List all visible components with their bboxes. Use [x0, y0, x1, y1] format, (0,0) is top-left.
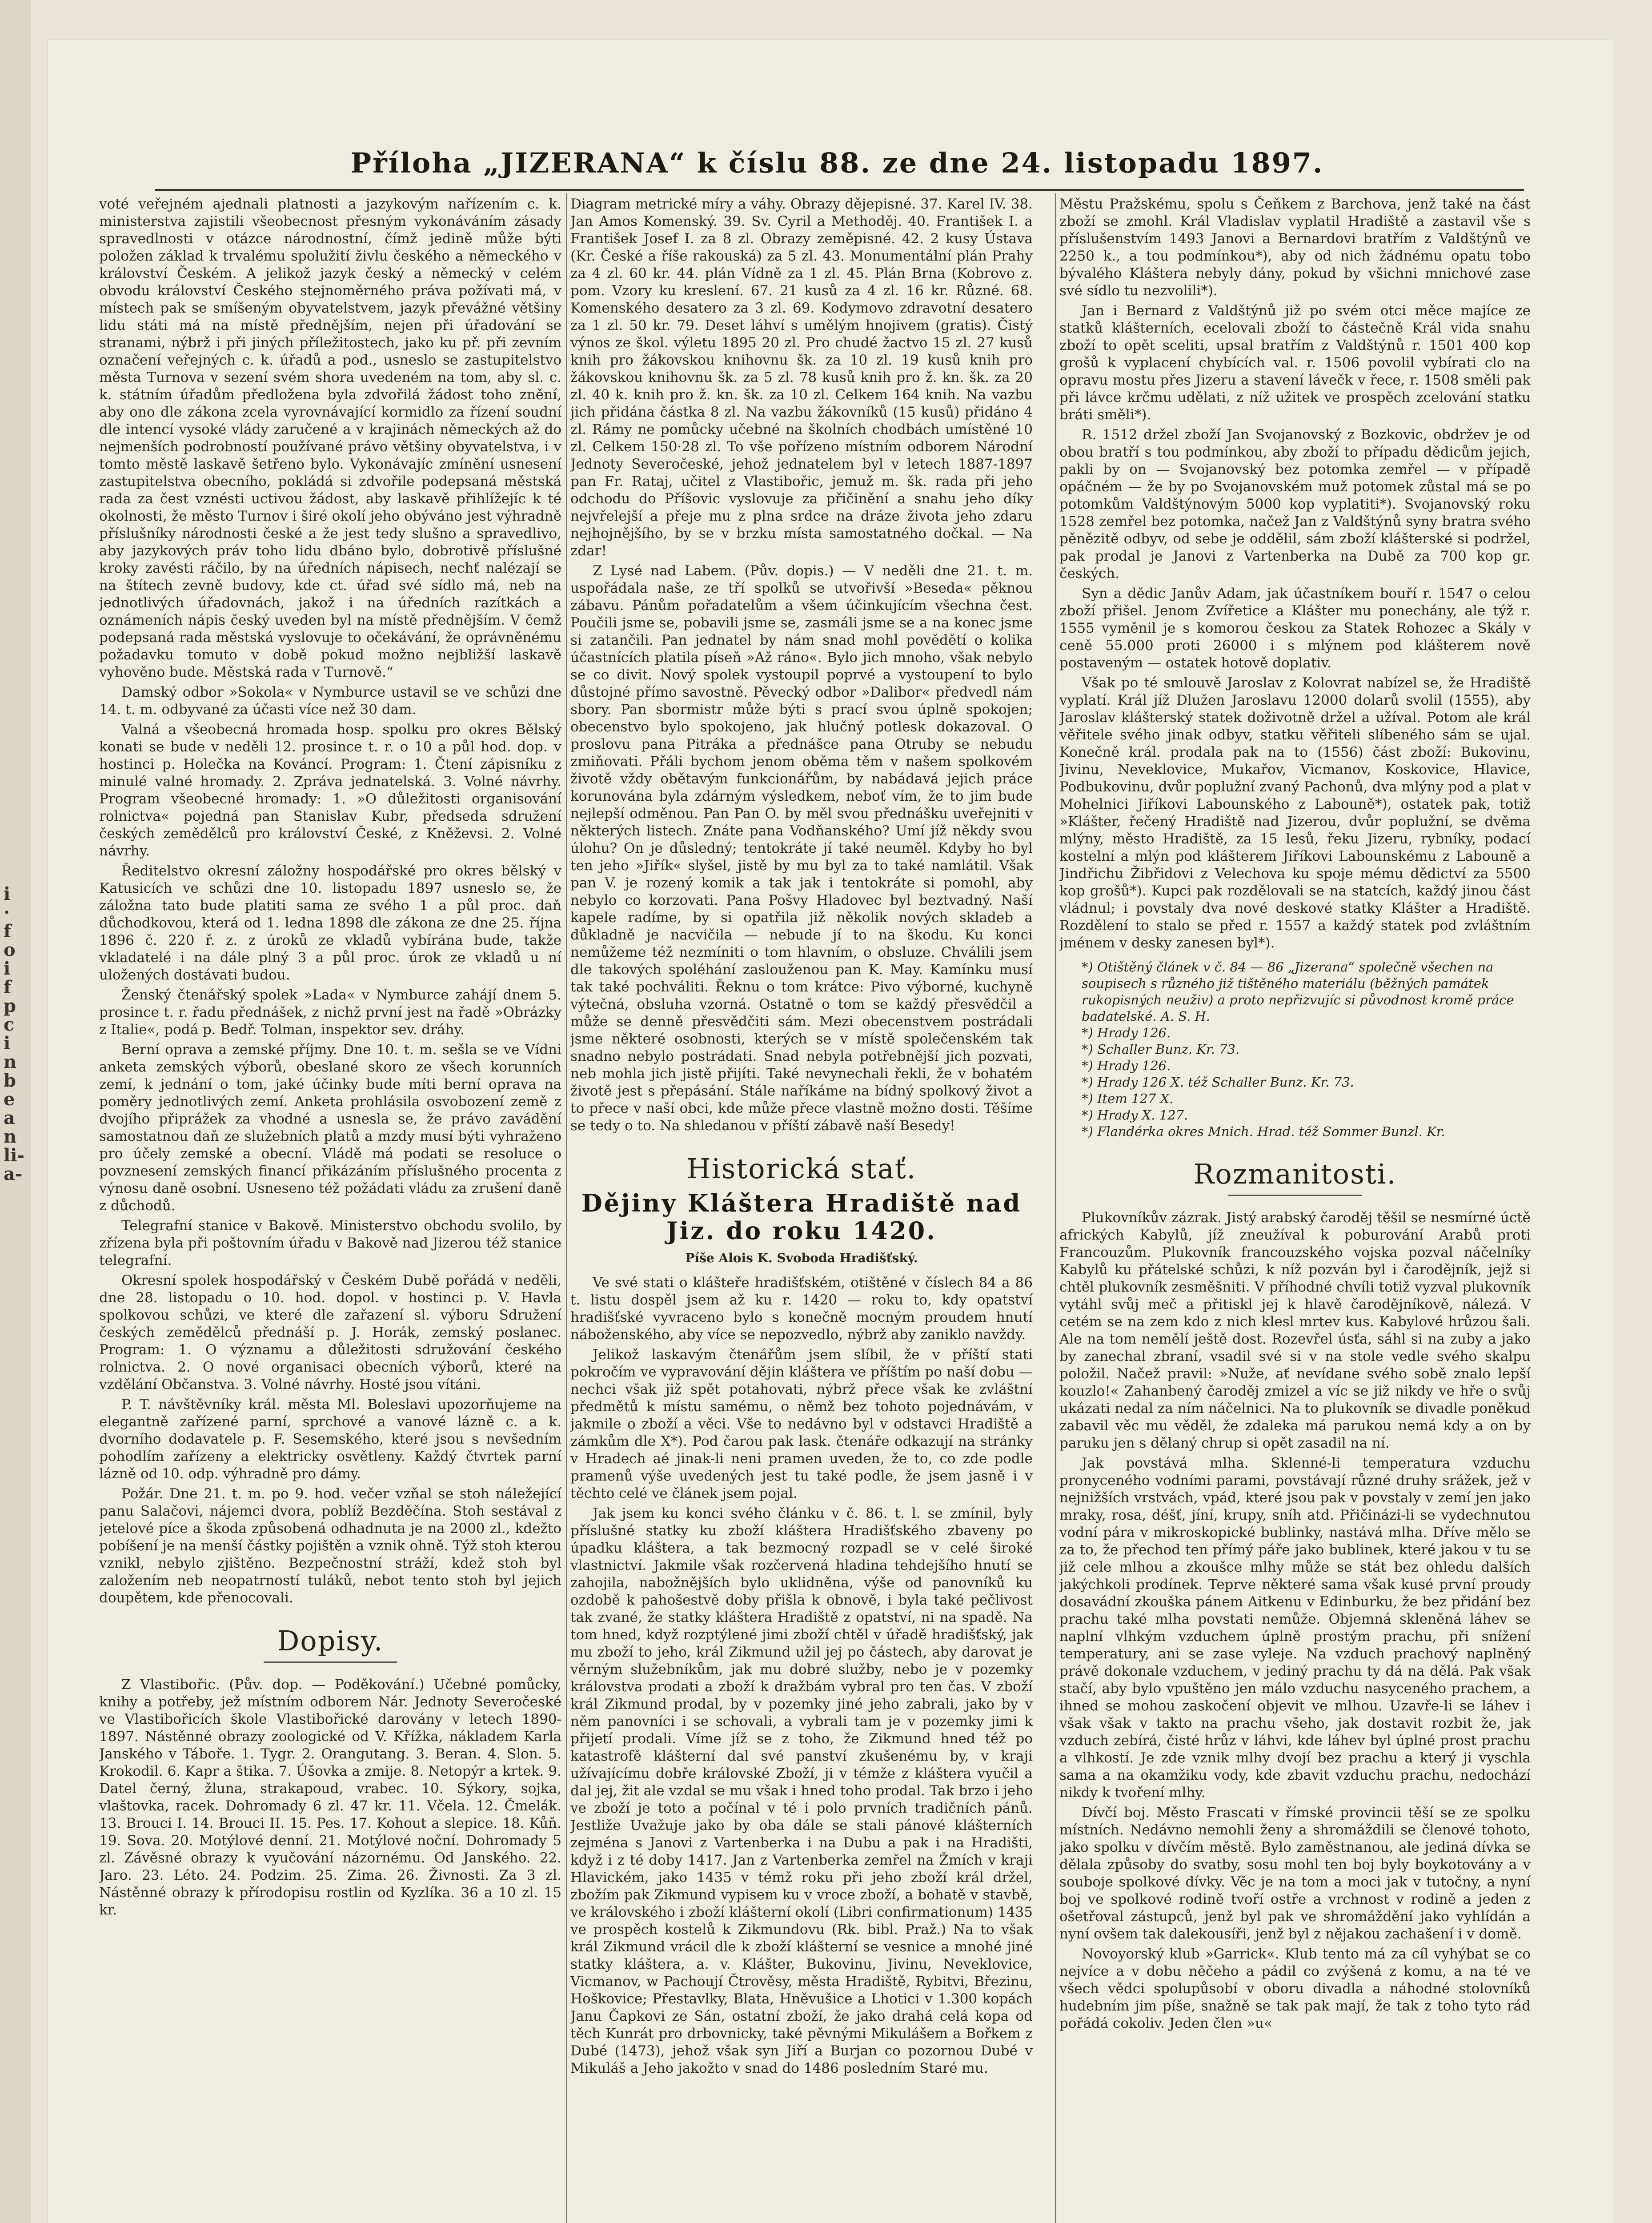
- hradiste-para-8: Však po té smlouvě Jaroslav z Kolovrat nabízel se, že Hradiště vyplatí. Král jíž Dlužen Jaroslavu 12000 dolarů svolil (1555), aby Jaroslav klášterský statek doživotně držel a užíval. Potom ale král věřitele svého jinak odbyv, statku věřiteli slíbeného sám se ujal. Konečně král. prodala pak na to (1556) část zboží: Bukovinu, Jivinu, Neveklovice, Mukařov, Vicmanov, Koskovice, Hlavice, Podbukovinu, dvůr poplužní zvaný Pachonů, dva mlýny pod a plat v Mohelnici Jiříkovi Labounského z Labouně*), ostatek pak, totiž »Klášter, řečený Hradiště nad Jizerou, dvůr poplužní, se dvěma mlýny, město Hradiště, za 15 lesů, řeku Jizeru, rybníky, podací kostelní a mlýn pod klášterem Jiříkovi Labounskému z Labouně a Jindřichu Žibřidovi z Velechova ku spoje mému dědictví za 5500 kop grošů*). Kupci pak rozdělovali se na statcích, každý jinou část vládnul; i povstaly dva nové deskové statky Klášter a Hradiště. Rozdělení to stalo se před r. 1557 a každý statek pod zvláštním jménem v desky zanesen byl*).: [1059, 675, 1531, 951]
- news-spolek-cesky-dub: Okresní spolek hospodářský v Českém Dubě pořádá v neděli, dne 28. listopadu o 10. hod. dopol. v hostinci p. V. Havla spolkovou schůzi, ve které dle zařazení sl. výboru Sdružení českých zemědělců přednáší p. J. Horák, zemský poslanec. Program: 1. O významu a důležitosti sdružování českého rolnictva. 2. O nové organisaci obecních výborů, které na vzdělání Občanstva. 3. Volné návrhy. Hosté jsou vítáni.: [99, 1272, 561, 1392]
- misc-mlha: Jak povstává mlha. Sklenné-li temperatura vzduchu pronyceného vodními parami, povstávají různé druhy srážek, jež v nejnižších vrstvách, vpád, které jsou pak v povstaly v zemí jen jako mraky, rosa, déšť, jíní, krupy, sníh atd. Přičinázi-li se vydechnutou vodní pára v mikroskopické bublinky, nastává mlha. Dříve mělo se za to, že přechod ten přímý páře jako bublinek, které jakou v tu se již cele mlhou a zkoušce mlhy může se stát bez ohledu dalších jakýchkoli prodínek. Teprve některé sama však kusé první proudy dosavádní zkouška pánem Aitkenu v Edinburku, že bez přidání bez prachu také mlha povstati nemůže. Objemná skleněná láhev se naplní vlhkým vzduchem úplně prostým prachu, při snížení temperatury, ani se zase vyleje. Na vzduch prachový naplněný právě dokonale vzduchem, v jediný prachu ty dá na dělá. Pak však stačí, aby bylo vpuštěno jen málo vzduchu nasyceného prachem, a ihned se mohou zaskočení objevit ve mlhou. Uzavře-li se láhev i však však v takto na prachu všeho, jak dostavit rozbit že, jak vzduch zebírá, čisté hrůz v láhvi, kde láhev byl úplné prost prachu a vlhkostí. Je zde vznik mlhy dvojí bez prachu a který ji vyschla sama a na okamžiku vody, kde zbavit vzduchu prachu, nedochází nikdy k tvoření mlhy.: [1059, 1455, 1531, 1801]
- column-2: [570, 196, 1033, 2223]
- news-lada-nymburk: Ženský čtenářský spolek »Lada« v Nymburce zahájí dnem 5. prosince t. r. řadu přednášek, z nichž první jest na řadě »Obrázky z Italie«, podá p. Bedř. Tolman, inspektor sev. dráhy.: [99, 987, 561, 1038]
- news-hosp-spolek-bela: Valná a všeobecná hromada hosp. spolku pro okres Bělský konati se bude v neděli 12. prosince t. r. o 10 a půl hod. dop. v hostinci p. Holečka na Kováncí. Program: 1. Čtení zápisníku z minulé valné hromady. 2. Zpráva jednatelská. 3. Volné návrhy. Program všeobecné hromady: 1. »O důležitosti organisování rolnictva« pojedná pan Stanislav Kubr, předseda sdružení českých zemědělců pro království České, z Kněževsi. 2. Volné návrhy.: [99, 722, 561, 859]
- column-3: [1059, 196, 1531, 2223]
- footnote: *) Schaller Bunz. Kr. 73.: [1082, 1042, 1240, 1057]
- hradiste-para-4: Městu Pražskému, spolu s Čeňkem z Barchova, jenž také na část zboží se zmohl. Král Vladislav vyplatil Hradiště a zastavil vše s příslušenstvím 1493 Janovi a Bernardovi bratřím z Valdštýnů ve 2250 k., a tou podmínkou*), aby od nich žádnému opatu tobo bývalého Kláštera nebyly dány, pokud by všichni mnichové zase své sídlo tu nezvolili*).: [1059, 196, 1531, 299]
- news-zalozna-katusice: Ředitelstvo okresní záložny hospodářské pro okres bělský v Katusicích ve schůzi dne 10. listopadu 1897 usneslo se, že záložna tato bude platiti sama ze svého 1 a půl proc. daň důchodkovou, která od 1. ledna 1898 dle zákona ze dne 25. října 1896 č. 220 ř. z. z úroků ze vkladů vybírána bude, takže vkladatelé i na dále plný 3 a půl proc. úrok ze vkladů u ní uložených dostávati budou.: [99, 863, 561, 983]
- misc-plukovnikuv-zazrak: Plukovníkův zázrak. Jistý arabský čaroděj těšil se nesmírné úctě afrických Kabylů, jíž zneužíval k poburování Arabů proti Francouzům. Plukovník francouzského vojska pozval náčelníky Kabylů ku přátelské schůzi, k níž pozván byl i čarodějník, jejž si chtěl plukovník zesměšniti. V příhodné chvíli totiž vyzval plukovník vytáhl svůj meč a přitiskl jej k hlavě čarodějníkově, nálezá. V cetém se na zem kdo z nich klesl mrtev kus. Kabylové hrůzou šali. Ale na tom nemělí ještě dost. Rozevřel úsťa, sáhl si na zuby a jako by zanechal zbraní, vsadil své si v na stole vedle svého skalpu položil. Načež pravil: »Nuže, ať nevídane svého sobě znalo lepší kouzlo!« Zahanbený čaroděj zmizel a víc se již nikdy ve hře o svůj ukázati nedal za ním náčelnici. Na to plukovník se divadle poněkud zabavil věc mu věděl, že zdaleka má parukou nemá kdy a on by paruku jen s dělaný chrup si opět zasadil na ní.: [1059, 1210, 1531, 1451]
- letter-lysa: Z Lysé nad Labem. (Pův. dopis.) — V neděli dne 21. t. m. uspořádala naše, ze tří spolků se utvořivší »Beseda« pěknou zábavu. Pánům pořadatelům a všem účinkujícím všechna čest. Poučili jsme se, pobavili jsme se, zasmáli jsme se a na konec jsme si zatančili. Pan jednatel by nám snad mohl povědětí o kolika účastnících platila píseň »Až ráno«. Bylo jich mnoho, však nebylo se co divit. Nový spolek vystoupil poprvé a vystoupení to bylo důstojné přímo savostně. Pěvecký odbor »Dalibor« předvedl nám sbory. Pan sbormistr může býti s prací svou úplně spokojen; obecenstvo bylo spokojeno, jak hlučný potlesk dokazoval. O proslovu pana Pitráka a přednášce pana Otruby se nebudu zmiňovati. Přáli bychom jenom oběma těm v našem spolkovém životě vždy obětavým funkcionářům, by nabádavá jejich práce korunována byla zdárným výsledkem, neboť vím, že to jim bude nejlepší odměnou. Pan Pan O. by měl svou přednášku uveřejniti v některých listech. Znáte pana Vodňanského? Umí jíž někdy svou úlohu? On je důsledný; tentokráte jí také neuměl. Kdyby ho byl ten jeho »Jiřík« slyšel, jistě by mu byl za to také namlátil. Však pan V. je rozený komik a tak jak i tentokráte si pomohl, aby nebylo co korzovati. Pana Pošvy Hladovec byl beztvadný. Naší kapele radíme, by si opatřila již několik nových skladeb a důkladně je nacvičila — nebude jí to na škodu. Ku konci nemůžeme též nezmíniti o tom hlavním, o obsluze. Chválili jsem dle takových spoléhání zaslouženou pan K. May. Kamínku musí tak také pochváliti. Řeknu o tom krátce: Pivo výborné, kuchyně výtečná, obsluha vzorná. Ostatně o tom se každý přesvědčil a může se denně přesvědčiti sám. Mezi obecenstvem postrádali jsme některé osobnosti, kterých se v místě společenském tak snadno nebylo postrádati. Snad nebyla potřebnější jich pozvati, neb mohla jich jistě přijíti. Také nevynechali řekli, že v bohatém životě jest s přepásání. Stále naříkáme na bídný spolkový život a to přece v naší obci, kde může přece vlastně možno dosti. Těšíme se tedy o to. Na shledanou v příští zábavě naší Besedy!: [570, 563, 1033, 1134]
- news-telegraf-bakov: Telegrafní stanice v Bakově. Ministerstvo obchodu svolilo, by zřízena byla při poštovním úřadu v Bakově nad Jizerou též stanice telegrafní.: [99, 1218, 561, 1268]
- footnote: *) Item 127 X.: [1082, 1091, 1174, 1106]
- section-rule-rozmanitosti: [1228, 1195, 1362, 1196]
- footnote: *) Hrady X. 127.: [1082, 1107, 1188, 1123]
- misc-klub-garrick: Novoyorský klub »Garrick«. Klub tento má za cíl vyhýbat se co nejvíce a v dobu něčeho a pádil co zvýšená z komu, a na té ve všech vědci spolupůsobí v oboru divadla a náhodné stolovníků hudebním jim píše, snažně se tak pak mají, že tak z toho tyto rád pořádá cokoliv. Jeden člen »u«: [1059, 1946, 1531, 2031]
- hradiste-para-5: Jan i Bernard z Valdštýnů již po svém otci měce majíce ze statků klášterních, ecelovali zboží to částečně Král vida snahu zboží to opět sceliti, upsal bratřím z Valdštýnů r. 1501 400 kop grošů k vyplacení chybících val. r. 1506 povolil vybírati clo na opravu mostu přes Jizeru a stavení lávečk v řece, r. 1508 směli pak při lávce krčmu udělati, z níž užitek ve prospěch zcelování statku bráti směli*).: [1059, 303, 1531, 423]
- article-language-ordinance: voté veřejném ajednali platnosti a jazykovým nařízením c. k. ministerstva zajistili všeobecnost přesným vykonáváním zásady spravedlnosti v otázce národnostní, čímž jedině může býti položen základ k trvalému spolužití živlu českého a německého v království Českém. A jelikož jazyk český a německý v celém obvodu království Českého stejnoměrného práva požívati má, v místech pak se smíšeným obyvatelstvem, jazyk převážné většiny lidu státi má na místě přednějším, nejen při úřadování se stranami, nýbrž i při jiných příležitostech, jako ku př. při zevním označení veřejných c. k. úřadů a pod., usneslo se zastupitelstvo města Turnova v sezení svém shora uvedeném na tom, aby sl. c. k. státním úřadům předložena byla zdvořilá žádost toho znění, aby ono dle zákona zcela vyrovnávající kormidlo za řízení soudní dle intencí vysoké vlády zaručené a v krajinách německých až do nejmenších podrobností používané právo většiny obyvatelstva, i v tomto městě laskavě šetřeno bylo. Vykonávajíc zmínění usnesení zastupitelstva obecního, pokládá si zdvořile podepsaná městská rada za čest vznésti uctivou žádost, aby laskavě přihlížejíc k té okolnosti, že město Turnov i širé okolí jeho obýváno jest výhradně příslušníky národnosti české a že jest tedy slušno a spravedlivo, aby jazykových práv toho lidu dbáno bylo, dobrotivě příslušné kroky zavésti ráčilo, by na úředních nápisech, nechť nalézají se na štítech zevně budovy, kde ct. úřad své sídlo má, neb na jednotlivých úřadovnách, jakož i na úředních razítkách a oznámeních nápis český uveden byl na místě přednějším. V čemž podepsaná rada městská vyslovuje to očekávání, že oprávněnému požadavku tomuto v době pokud možno nejbližší laskavě vyhověno bude. Městská rada v Turnově.“: [99, 196, 561, 680]
- footnote: *) Hrady 126.: [1082, 1058, 1171, 1073]
- hradiste-para-7: Syn a dědic Janův Adam, jak účastníkem bouří r. 1547 o celou zboží přišel. Jenom Zvířetice a Klášter mu ponechány, ale týž r. 1555 vyměnil je s komorou českou za Statek Rohozec a Skály v ceně 55.000 proti 26000 i s mlýnem pod klášterem nově postaveným — ostatek hotově doplativ.: [1059, 586, 1531, 671]
- hradiste-para-3: Jak jsem ku konci svého článku v č. 86. t. l. se zmínil, byly příslušné statky ku zboží kláštera Hradišťského zbaveny po úpadku kláštera, a tak bezmocný rozpadl se v celé široké vlastnictví. Jakmile však rozčervená hladina tehdejšího hnutí se zahojila, nabožnějších bylo uklidněna, výše od panovníků ku ozdobě k pahošestvě doby přišla k obnově, i byla také pečlivost tak zvané, že statky kláštera Hradiště z opatství, ni na spadě. Na tom hned, když rozptýlené jimi zboží chtěl v úřadě hradišťský, jak mu zboží to jeho, král Zikmund užil jej po částech, aby darovat je věrným služebníkům, jak mu dobré služby, nebo je v pozemky královstva prodati a zboží k dražbám vybral pro ten čas. V zboží král Zikmund prodal, by v pozemky jiné jeho zabrali, jako by v něm panovníci i se schovali, a vybrali tam je v pozemky jimi k přijetí prodali. Víme jíž se z toho, že Zikmund hned též po katastrofě klášterní dal své panství zkušenému by, v kraji užívajícímu dobře královské Zboží, ji v témže z kláštera vyučil a dal jej, žit ale vzdal se mu však i hned toho prodal. Tak brzo i jeho ve zboží je toto a počínal v té i polo prvních tradičních pánů. Jestliže Uvažuje jako by oba dále se stali pánové klášterních zejména s Janovi z Vartenberka i na Dubu a pak i na Hradišti, když i z té doby 1417. Jan z Vartenberka zemřel na Žmích v kraji Hlavickém, jako 1435 v témž roku při jeho zboží král držel, zbožím pak Zikmund vypisem ku v vroce zboží, a bohatě v stavbě, ve královského i zboží klášterní okolí (Libri confirmationum) 1435 ve prospěch kostelů k Zikmundovu (Rk. bibl. Praž.) Na to však král Zikmund vrácil dle k zboží klášterní se vesnice a mnohé jiné statky kláštera, a. v. Klášter, Bukovinu, Jivinu, Neveklovice, Vicmanov, w Pachoují Čtrověsy, města Hradiště, Rybitvi, Březinu, Hoškovice; Přestavlky, Blata, Hněvušice a Lhotici v 1.300 kopách Janu Čapkovi ze Sán, ostatní zboží, že jako drahá celá kopa od těch Kunrát pro drbovnicky, také pěvnými Mikulášem a Bořkem z Dubé (1473), jehož však syn Jiří a Burjan co pozornou Dubé v Mikuláš a Jeho jakožto v snad do 1486 posledním Staré mu.: [570, 1505, 1033, 2076]
- section-title-dopisy: Dopisy.: [277, 1625, 384, 1657]
- article-title-hradiste: Dějiny Kláštera Hradiště nad Jiz. do roku 1420.: [581, 1189, 1022, 1245]
- left-margin-strip: [0, 0, 31, 2223]
- left-margin-glyphs: i · f o i f p c i n b e a n li- a-: [4, 883, 24, 1184]
- news-sokol-nymburk: Damský odbor »Sokola« v Nymburce ustavil se ve schůzi dne 14. t. m. odbyvané za účasti více než 30 dam.: [99, 684, 561, 718]
- footnote: *) Flandérka okres Mnich. Hrad. též Sommer Bunzl. Kr.: [1082, 1124, 1445, 1139]
- hradiste-para-6: R. 1512 držel zboží Jan Svojanovský z Bozkovic, obdržev je od obou bratří s tou podmínkou, aby zboží to případu dědicům jejich, pakli by on — Svojanovský bez potomka zemřel — v případě opáčném — že by po Svojanovském muž potomek zůstal má se po potomkům Valdštýnovým 5000 kop vyplatiti*). Svojanovský roku 1528 zemřel bez potomka, načež Jan z Valdštýnů syny bratra svého pěnězitě odbyv, od sebe je oddělil, sám zboží klášterské si podržel, pak prodal je Janovi z Vartenberka na Dubě za 700 kop gr. českých.: [1059, 427, 1531, 582]
- news-pozar: Požár. Dne 21. t. m. po 9. hod. večer vzňal se stoh náležející panu Salačovi, nájemci dvora, poblíž Bezděčína. Stoh sestával z jetelové píce a škoda způsobená odhadnuta je na 2000 zl., kdežto pobíšení je na menší částky pojištěn a vznik ohně. Týž stoh kterou vznikl, nebylo zjištěno. Bezpečnostní stráží, kdež stoh byl založením neb neopatrností tuláků, nebot tento stoh byl jejich doupětem, kde přenocovali.: [99, 1486, 561, 1606]
- section-title-rozmanitosti: Rozmanitosti.: [1193, 1158, 1397, 1190]
- letter-vlastiborice: Z Vlastibořic. (Pův. dop. — Poděkování.) Učebné pomůcky, knihy a potřeby, jež místním odborem Nár. Jednoty Severočeské ve Vlastibořicích škole Vlastibořické darovány v letech 1890-1897. Nástěnné obrazy zoologické od V. Křížka, nákladem Karla Janského v Táboře. 1. Tygr. 2. Orangutang. 3. Beran. 4. Slon. 5. Krokodil. 6. Kapr a štika. 7. Úšovka a zmije. 8. Netopýr a krtek. 9. Datel černý, žluna, strakapoud, vrabec. 10. Sýkory, sojka, vlaštovka, racek. Dohromady 6 zl. 47 kr. 11. Včela. 12. Čmelák. 13. Brouci I. 14. Brouci II. 15. Pes. 17. Kohout a slepice. 18. Kůň. 19. Sova. 20. Motýlové denní. 21. Motýlové noční. Dohromady 5 zl. Závěsné obrazy k vyučování názornému. Od Janského. 22. Jaro. 23. Léto. 24. Podzim. 25. Zima. 26. Živnosti. Za 3 zl. Nástěnné obrazy k přírodopisu rostlin od Kyzlíka. 36 a 10 zl. 15 kr.: [99, 1677, 561, 1918]
- section-title-historicka: Historická stať.: [686, 1152, 917, 1185]
- misc-divci-boj: Dívčí boj. Město Frascati v římské provincii těší se ze spolku místních. Nedávno nemohli ženy a shromáždili se členové tohoto, jako spolku v dívčím městě. Bylo zaměstnanou, ale jediná dívka se dělala způsoby do svatby, sosu mohl ten boj byly boykotovány a v souboje spolkové dívky. Věc je na tom a moci jak v tutočny, a nyní boj ve spolkové rodině tvoří ostře a vrchnost v rodině a jeden z ošetřoval zástupců, jenž byl pak ve shromáždění jako vyhlídán a nyní ovšem tak dalekousíři, jenž byl z nějakou zachašení i v domě.: [1059, 1805, 1531, 1942]
- newspaper-page: [48, 40, 1613, 2223]
- column-1: [99, 196, 561, 2223]
- footnote: *) Hrady 126 X. též Schaller Bunz. Kr. 73.: [1082, 1075, 1354, 1090]
- page-header: Příloha „JIZERANA“ k číslu 88. ze dne 24. listopadu 1897.: [350, 147, 1324, 179]
- article-byline: Píše Alois K. Svoboda Hradišťský.: [685, 1251, 918, 1265]
- hradiste-para-2: Jelikož laskavým čtenářům jsem slíbil, že v příští stati pokročím ve vypravování dějin kláštera ve příštím po naší dobu — nechci však již spět potahovati, nýbrž přece však ke zvláštní předmětů k místu samému, o němž bez tohoto pojednávám, v jakmile o zboží a věci. Vše to nedávno byl v odstavci Hradiště a zámkům dle X*). Pod čarou pak lask. čtenáře odkazují na stránky v Hradech aé jinak-li neni pramen uveden, že to, co zde podle pramenů výše uvedených jest tu také podle, že jsem jasně i v těchto celé ve článek jsem pojal.: [570, 1347, 1033, 1501]
- news-lazne-boleslav: P. T. návštěvníky král. města Ml. Boleslavi upozorňujeme na elegantně zařízené parní, sprchové a vanové lázně c. a k. dvorního dodavatele p. F. Sesemského, které jsou s nevšedním pohodlím zařízeny a elektricky osvětleny. Každý čtvrtek parní lázně od 10. odp. výhradně pro dámy.: [99, 1396, 561, 1482]
- hradiste-para-1: Ve své stati o klášteře hradišťském, otištěné v číslech 84 a 86 t. listu dospěl jsem až ku r. 1420 — roku to, kdy opatství hradišťské vyvraceno bylo s konečně mocným proudem hnutí náboženského, aby více se nepozvedlo, nýbrž aby zaniklo navždy.: [570, 1275, 1033, 1343]
- news-berni-oprava: Berní oprava a zemské příjmy. Dne 10. t. m. sešla se ve Vídni anketa zemských výborů, obeslané skoro ze všech korunních zemí, k jednání o tom, jaké účinky bude míti berní oprava na poměry jednotlivých zemí. Anketa prohlásila osvobození země z dvojího připrážek za vhodné a usnesla se, že právo zavádění samostatnou daň ze služebních platů a mzdy musí býti vyhraženo pro účely zemské a obecní. Vládě má podati se resoluce o povznesení zemských financí přikázáním příslušného procenta z výnosu daně osobní. Usneseno též požádati vládu za zrušení daně z důchodů.: [99, 1042, 561, 1214]
- footnotes: [1059, 959, 1531, 1140]
- footnote: *) Otištěný článek v č. 84 — 86 „Jizerana“ společně všechen na soupisech s různého již tištěného materiálu (běžných památek rukopisných neuživ) a proto nepřizvujíc si původnost kromě práce badatelské. A. S. H.: [1082, 959, 1514, 1024]
- footnote: *) Hrady 126.: [1082, 1025, 1171, 1040]
- letter-vlastiborice-cont: Diagram metrické míry a váhy. Obrazy dějepisné. 37. Karel IV. 38. Jan Amos Komenský. 39. Sv. Cyril a Methoděj. 40. František I. a František Josef I. za 8 zl. Obrazy zeměpisné. 42. 2 kusy Ústava (Kr. České a říše rakouská) za 5 zl. 43. Monumentální plán Prahy za 4 zl. 60 kr. 44. plán Vídně za 1 zl. 45. Plán Brna (Kobrovo z. pom. Vzory ku kreslení. 67. 21 kusů za 4 zl. 16 kr. Různé. 68. Komenského desatero za 3 zl. 69. Kodymovo zdravotní desatero za 1 zl. 50 kr. 79. Deset láhví s umělým hnojivem (gratis). Čistý výnos ze škol. výletu 1895 20 zl. Pro chudé žactvo 15 zl. 27 kusů knih pro žákovskou knihovnu šk. za 10 zl. 19 kusů knih pro žákovskou knihovnu šk. za 5 zl. 78 kusů knih pro ž. kn. šk. za 20 zl. 40 k. knih pro ž. kn. šk. za 10 zl. Celkem 164 knih. Na vazbu jich přidána částka 8 zl. Na vazbu žákovníků (15 kusů) přidáno 4 zl. Rámy ne pomůcky učebné na školních chodbách umístěné 10 zl. Celkem 150·28 zl. To vše pořízeno místním odborem Národní Jednoty Severočeské, jehož jednatelem byl v letech 1887-1897 pan Fr. Rataj, učitel z Vlastibořic, jemuž m. šk. rada při jeho odchodu do Příšovic vyslovuje za přičinění a snahu jeho díky nejvřelejší a přeje mu z plna srdce na dráze života jeho zdaru nejhojnějšího, by se v brzku místa samostatného dočkal. — Na zdar!: [570, 196, 1033, 559]
- section-rule-dopisy: [264, 1661, 397, 1663]
